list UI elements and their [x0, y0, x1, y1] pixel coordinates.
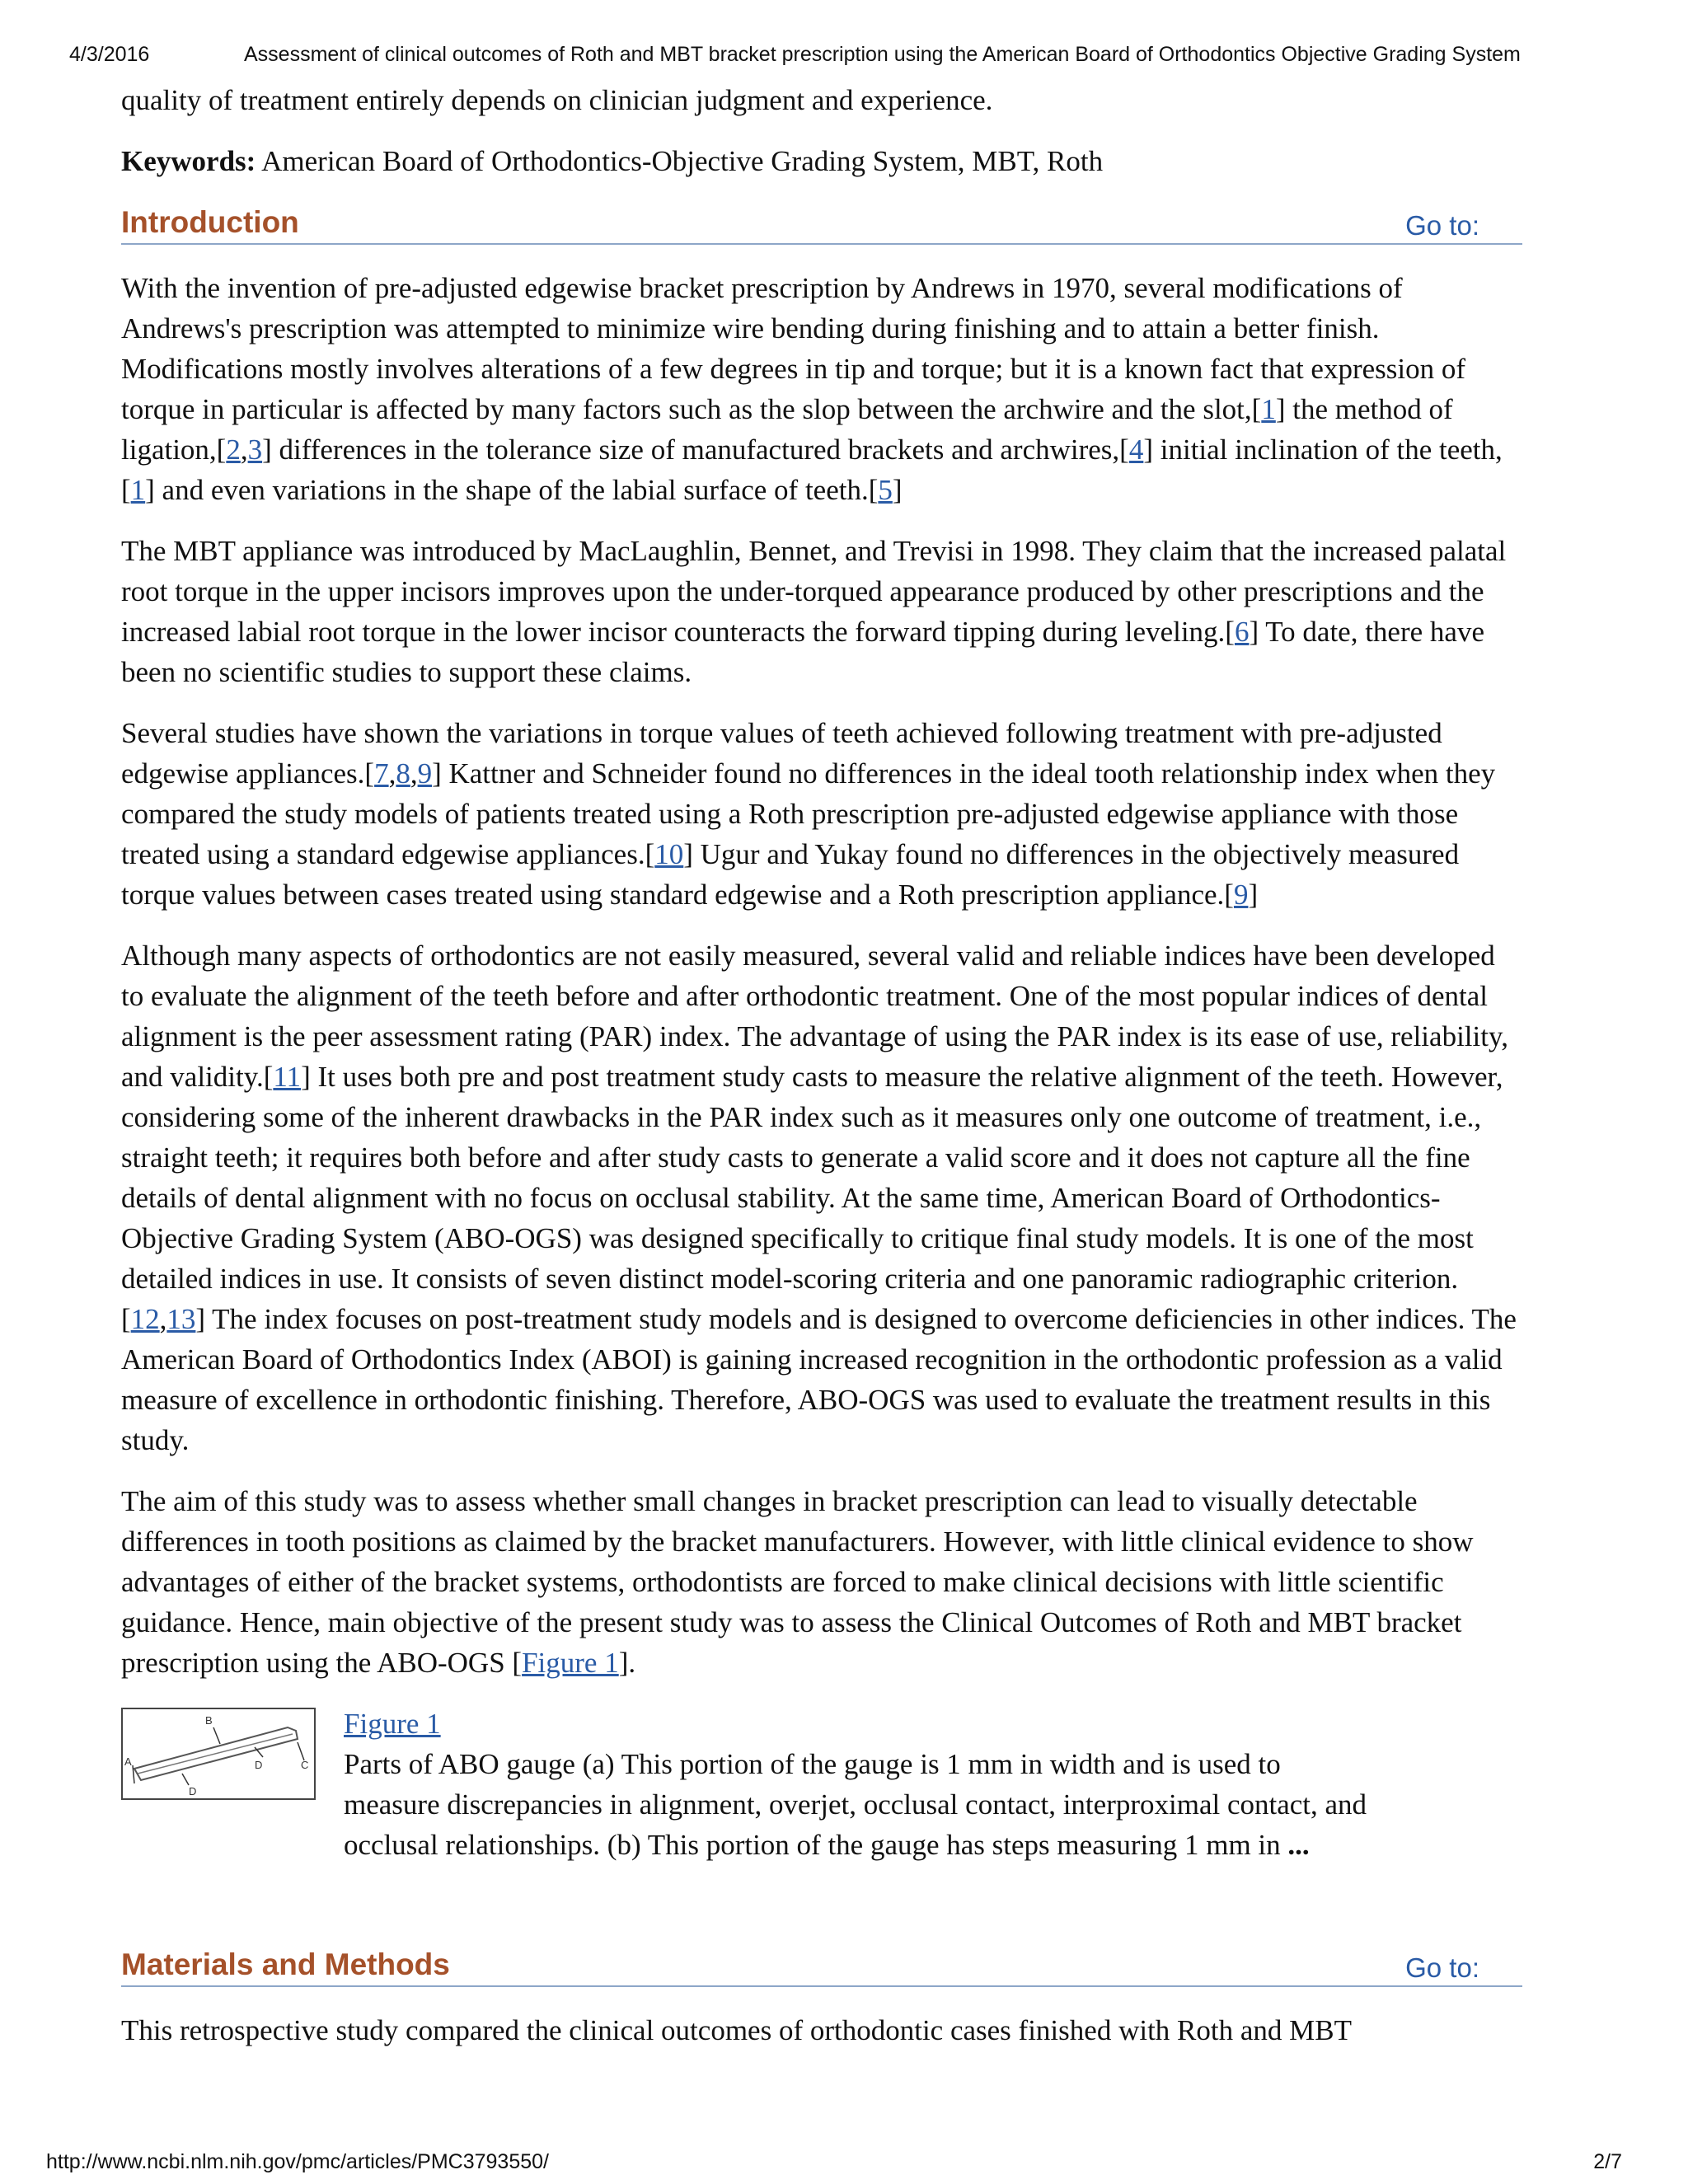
figure-1-thumbnail[interactable] [121, 1708, 316, 1800]
article-content [121, 80, 1522, 2071]
text-run: Although many aspects of orthodontics are not easily measured, several valid and reliable indices have been developed to evaluate the alignment of the teeth before and after orthodontic treatment. One of the most popular indices of dental alignment is the peer assessment rating (PAR) index. The advantage of using the PAR index is its ease of use, reliability, and validity.[ [121, 940, 1508, 1093]
citation-link[interactable]: 12 [130, 1303, 160, 1335]
text-run: ] initial inclination of the teeth,[ [121, 434, 1503, 506]
figure-1-block [121, 1704, 1522, 1923]
thumb-label-d: D [255, 1759, 263, 1771]
keywords-text: American Board of Orthodontics-Objective Grading System, MBT, Roth [256, 145, 1104, 177]
citation-link[interactable]: 10 [654, 838, 684, 870]
goto-link-introduction[interactable]: Go to: [1405, 210, 1479, 241]
text-run: ] and even variations in the shape of the labial surface of teeth.[ [145, 474, 879, 506]
citation-link[interactable]: 3 [247, 434, 263, 466]
text-run: ] [892, 474, 903, 506]
footer-url: http://www.ncbi.nlm.nih.gov/pmc/articles/PMC3793550/ [46, 2150, 549, 2173]
text-run: Several studies have shown the variations in torque values of teeth achieved following treatment with pre-adjusted edgewise appliances.[ [121, 717, 1442, 790]
header-title: Assessment of clinical outcomes of Roth and MBT bracket prescription using the American Board of Orthodontics Objective Grading System [244, 43, 1521, 66]
citation-link[interactable]: 6 [1234, 616, 1250, 648]
text-run: ]. [618, 1647, 636, 1679]
text-run: , [159, 1303, 167, 1335]
citation-link[interactable]: 1 [1261, 393, 1276, 425]
text-run: ] The index focuses on post-treatment study models and is designed to overcome deficiencies in other indices. The American Board of Orthodontics Index (ABOI) is gaining increased recognition in the orthodontic profession as a valid measure of excellence in orthodontic finishing. Therefore, ABO-OGS was used to evaluate the treatment results in this study. [121, 1303, 1517, 1456]
figure-caption-text: Parts of ABO gauge (a) This portion of the gauge is 1 mm in width and is used to measure discrepancies in alignment, overjet, occlusal contact, interproximal contact, and occlusal relationships. (b) This portion of the gauge has steps measuring 1 mm in [344, 1748, 1367, 1861]
header-date: 4/3/2016 [69, 43, 150, 66]
section-title-introduction: Introduction [121, 205, 299, 239]
intro-paragraph-1 [121, 268, 1522, 510]
text-run: , [410, 757, 418, 790]
citation-link[interactable]: 9 [1233, 879, 1249, 911]
figure-1-link[interactable]: Figure 1 [344, 1708, 441, 1740]
text-run: , [240, 434, 248, 466]
text-run: ] It uses both pre and post treatment study casts to measure the relative alignment of the teeth. However, considering some of the inherent drawbacks in the PAR index such as it measures only one outcome of treatment, i.e., straight teeth; it requires both before and after study casts to generate a valid score and it does not capture all the fine details of dental alignment with no focus on occlusal stability. At the same time, American Board of Orthodontics-Objective Grading System (ABO-OGS) was designed specifically to critique final study models. It is one of the most detailed indices in use. It consists of seven distinct model-scoring criteria and one panoramic radiographic criterion.[ [121, 1061, 1503, 1335]
section-header-methods [121, 1944, 1522, 1987]
thumb-label-c: C [301, 1759, 309, 1771]
caption-ellipsis: ... [1287, 1829, 1310, 1861]
text-run: ] Kattner and Schneider found no differences in the ideal tooth relationship index when they compared the study models of patients treated using a Roth prescription pre-adjusted edgewise appliance with those treated using a standard edgewise appliances.[ [121, 757, 1496, 870]
text-run: ] [1248, 879, 1259, 911]
citation-link[interactable]: 11 [273, 1061, 302, 1093]
text-run: , [388, 757, 396, 790]
keywords-label: Keywords: [121, 145, 256, 177]
text-run: ] the method of ligation,[ [121, 393, 1453, 466]
goto-link-methods[interactable]: Go to: [1405, 1952, 1479, 1983]
keywords [121, 141, 1522, 181]
text-run: ] Ugur and Yukay found no differences in the objectively measured torque values between cases treated using standard edgewise and a Roth prescription appliance.[ [121, 838, 1460, 911]
thumb-label-b: B [205, 1714, 213, 1727]
text-run: The MBT appliance was introduced by MacLaughlin, Bennet, and Trevisi in 1998. They claim that the increased palatal root torque in the upper incisors improves upon the under-torqued appearance produced by other prescriptions and the increased labial root torque in the lower incisor counteracts the forward tipping during leveling.[ [121, 535, 1507, 648]
abstract-tail: quality of treatment entirely depends on clinician judgment and experience. [121, 84, 993, 116]
citation-link[interactable]: 9 [417, 757, 433, 790]
citation-link[interactable]: 2 [226, 434, 241, 466]
section-header-introduction [121, 202, 1522, 245]
text-run: With the invention of pre-adjusted edgewise bracket prescription by Andrews in 1970, several modifications of Andrews's prescription was attempted to minimize wire bending during finishing and to attain a better finish. Modifications mostly involves alterations of a few degrees in tip and torque; but it is a known fact that expression of torque in particular is affected by many factors such as the slop between the archwire and the slot,[ [121, 272, 1466, 425]
intro-paragraph-2 [121, 531, 1522, 692]
citation-link[interactable]: 7 [374, 757, 389, 790]
text-run: The aim of this study was to assess whether small changes in bracket prescription can lead to visually detectable differences in tooth positions as claimed by the bracket manufacturers. However, with little clinical evidence to show advantages of either of the bracket systems, orthodontists are forced to make clinical decisions with little scientific guidance. Hence, main objective of the present study was to assess the Clinical Outcomes of Roth and MBT bracket prescription using the ABO-OGS [ [121, 1485, 1474, 1679]
citation-link[interactable]: 13 [166, 1303, 196, 1335]
thumb-label-a: A [124, 1755, 132, 1768]
figure-link[interactable]: Figure 1 [522, 1647, 619, 1679]
abo-gauge-diagram [123, 1709, 314, 1798]
figure-1-caption [344, 1704, 1374, 1865]
footer-page-number: 2/7 [1593, 2150, 1622, 2173]
intro-paragraph-3 [121, 713, 1522, 915]
thumb-label-d: D [189, 1785, 197, 1797]
citation-link[interactable]: 1 [130, 474, 146, 506]
section-title-methods: Materials and Methods [121, 1947, 450, 1981]
intro-paragraph-4 [121, 935, 1522, 1460]
citation-link[interactable]: 5 [878, 474, 893, 506]
citation-link[interactable]: 4 [1128, 434, 1144, 466]
text-run: ] differences in the tolerance size of manufactured brackets and archwires,[ [262, 434, 1129, 466]
intro-paragraph-5 [121, 1481, 1522, 1683]
text-run: ] To date, there have been no scientific studies to support these claims. [121, 616, 1484, 688]
citation-link[interactable]: 8 [396, 757, 410, 790]
methods-paragraph-1: This retrospective study compared the clinical outcomes of orthodontic cases finished with Roth and MBT [121, 2014, 1352, 2046]
